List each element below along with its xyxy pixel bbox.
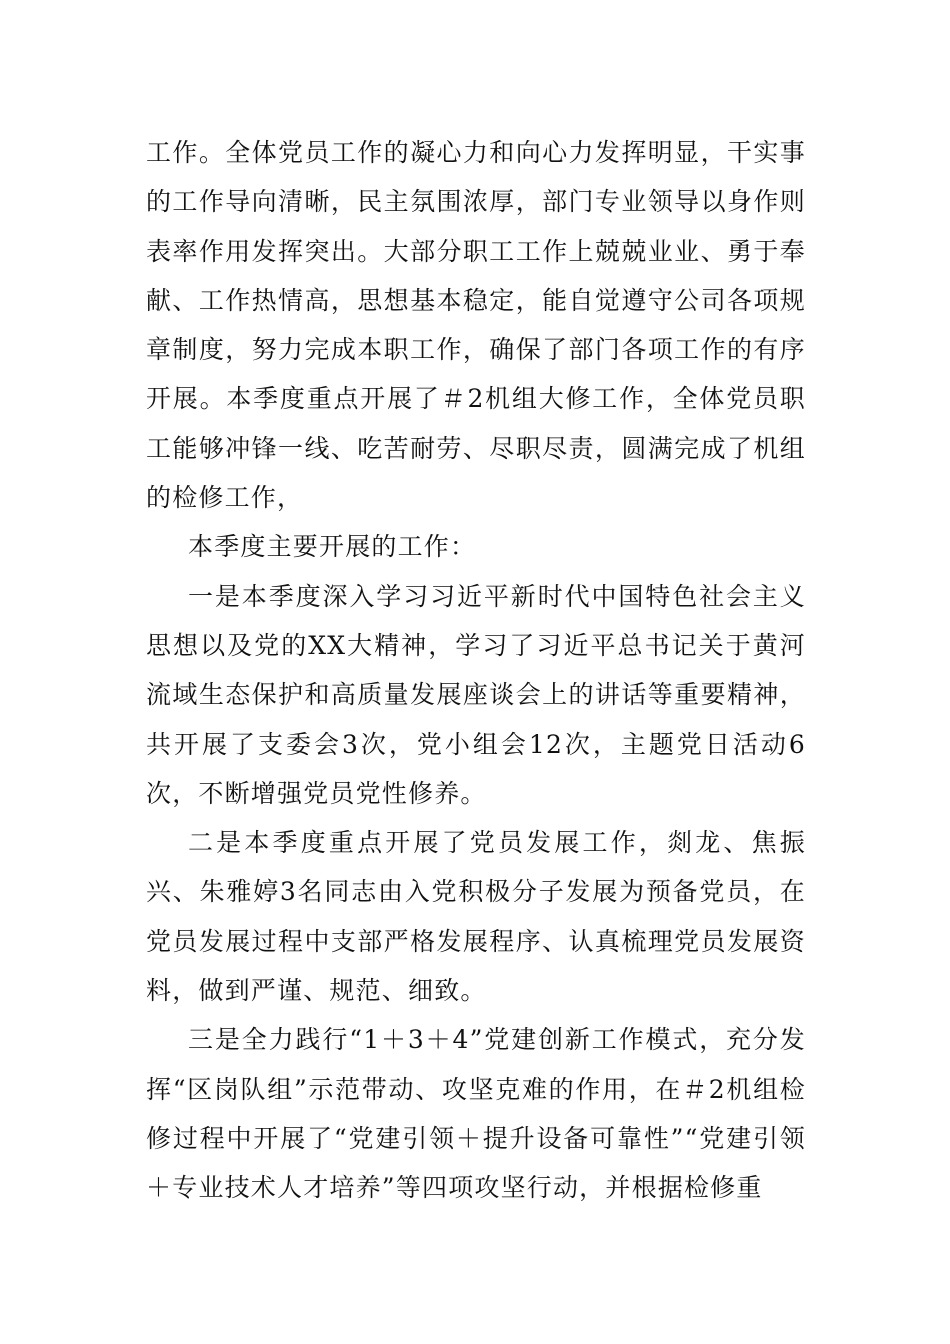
paragraph-section-heading: 本季度主要开展的工作：: [188, 532, 477, 562]
paragraph-item-three: 三是全力践行“1＋3＋4”党建创新工作模式，充分发挥“区岗队组”示范带动、攻坚克难的作用，在＃2机组检修过程中开展了“党建引领＋提升设备可靠性”“党建引领＋专业技术人才培养”等四项攻坚行动，并根据检修重: [146, 1025, 806, 1203]
paragraph-continuation: 工作。全体党员工作的凝心力和向心力发挥明显，干实事的工作导向清晰，民主氛围浓厚，部门专业领导以身作则表率作用发挥突出。大部分职工工作上兢兢业业、勇于奉献、工作热情高，思想基本稳定，能自觉遵守公司各项规章制度，努力完成本职工作，确保了部门各项工作的有序开展。本季度重点开展了＃2机组大修工作，全体党员职工能够冲锋一线、吃苦耐劳、尽职尽责，圆满完成了机组的检修工作，: [146, 138, 806, 513]
document-body: [146, 128, 806, 1213]
paragraph-item-two: 二是本季度重点开展了党员发展工作，剡龙、焦振兴、朱雅婷3名同志由入党积极分子发展为预备党员，在党员发展过程中支部严格发展程序、认真梳理党员发展资料，做到严谨、规范、细致。: [146, 828, 806, 1006]
paragraph-item-one: 一是本季度深入学习习近平新时代中国特色社会主义思想以及党的XX大精神，学习了习近平总书记关于黄河流域生态保护和高质量发展座谈会上的讲话等重要精神，共开展了支委会3次，党小组会12次，主题党日活动6次，不断增强党员党性修养。: [146, 581, 806, 808]
